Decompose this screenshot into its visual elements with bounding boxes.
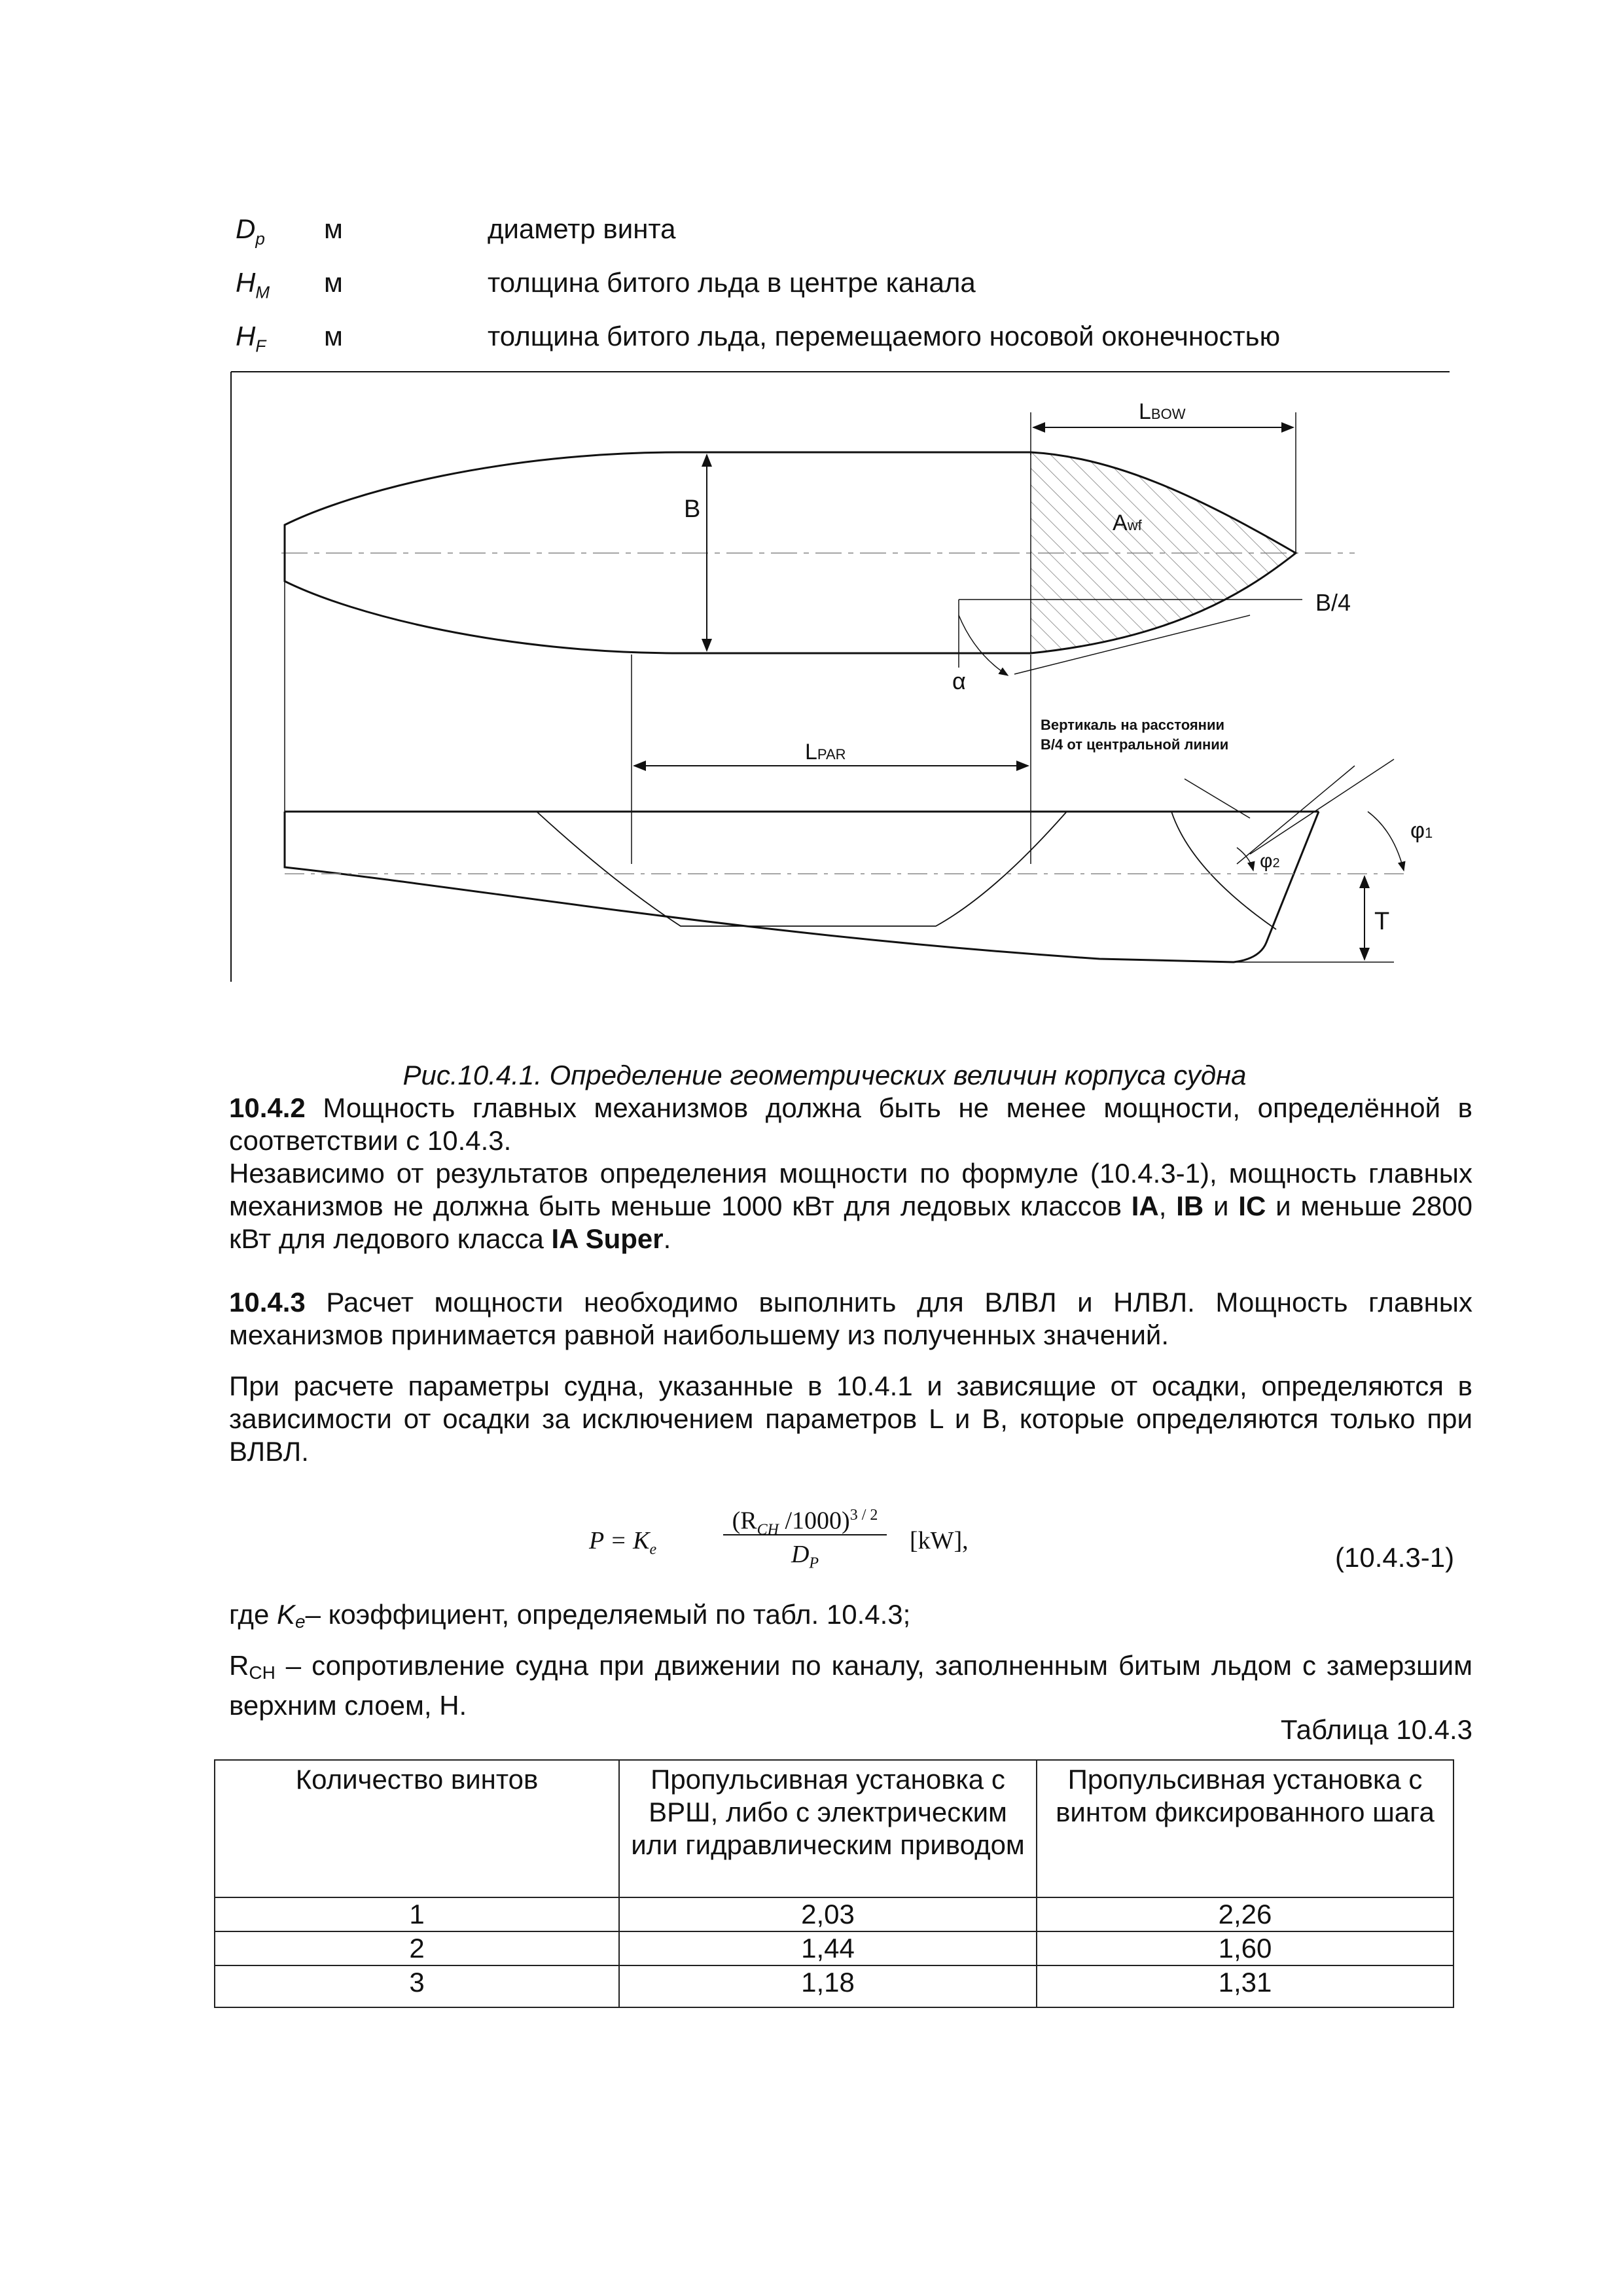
definition-row [236,213,1479,266]
table-header-cell: Количество винтов [215,1760,619,1897]
table-cell: 2 [215,1931,619,1965]
table-title: Таблица 10.4.3 [1280,1714,1472,1745]
power-formula [589,1499,1047,1590]
phi2-arc [1237,848,1253,870]
table-header-cell: Пропульсивная установка с ВРШ, либо с электрическим или гидравлическим приводом [619,1760,1037,1897]
table-row [215,1965,1454,2007]
definition-unit: м [324,267,343,298]
formula-numerator: ($R_{CH}$ /1000)$^{3 / 2}$ [732,1507,878,1539]
lpar-label: LPAR [805,740,846,764]
definition-unit: м [324,321,343,351]
alpha-arc [959,615,1008,675]
quarter-beam-label: B/4 [1315,589,1351,616]
phi2-line [1250,759,1394,854]
paragraph-draught-parameters: При расчете параметры судна, указанные в 10.4.1 и зависящие от осадки, определяются в зависимости от осадки за исключением параметров L и B, которые определяются только при ВЛВЛ. [229,1371,1472,1467]
formula-lhs: $P = K_e$ [589,1527,657,1558]
clause-number: 10.4.2 [229,1092,306,1123]
table-cell: 1 [215,1897,619,1931]
lbow-label: LBOW [1139,399,1186,424]
section-contour [537,812,1067,926]
table-cell: 1,44 [619,1931,1037,1965]
table-header-cell: Пропульсивная установка с винтом фиксированного шага [1037,1760,1454,1897]
definition-symbol: $H_F$ [236,321,266,356]
hull-drawing [229,367,1472,995]
definition-symbol: $H_M$ [236,267,270,302]
definition-row [236,266,1479,320]
clause-number: 10.4.3 [229,1287,306,1318]
phi1-line [1237,766,1355,864]
symbol-definitions [236,213,1479,374]
bow-area-hatch [1031,452,1296,653]
figure-caption: Рис.10.4.1. Определение геометрических величин корпуса судна [402,1060,1247,1090]
beam-label: B [684,495,701,523]
waterplane-area-label: Awf [1113,511,1142,535]
paragraph-where-ke: где $K_e-$ коэффициент, определяемый по табл. 10.4.3; [229,1599,911,1632]
phi1-label: φ1 [1410,818,1433,843]
table-cell: 1,31 [1037,1965,1454,2007]
table-header-row [215,1760,1454,1897]
formula-denominator: $D_P$ [791,1541,819,1572]
table-cell: 2,26 [1037,1897,1454,1931]
paragraph-min-power: Независимо от результатов определения мощности по формуле (10.4.3-1), мощность главных механизмов не должна быть меньше 1000 кВт для ледовых классов IA, IB и IC и меньше 2800 кВт для ледового класса IA Super. [229,1158,1472,1254]
paragraph-10-4-3: 10.4.3 Расчет мощности необходимо выполнить для ВЛВЛ и НЛВЛ. Мощность главных механизмов принимается равной наибольшему из полученных значений. [229,1287,1472,1350]
definition-text: диаметр винта [488,213,676,244]
draught-label: T [1374,908,1390,935]
formula-unit: [kW], [910,1527,969,1554]
phi2-label: φ2 [1260,850,1280,872]
paragraph-10-4-2: 10.4.2 Мощность главных механизмов должна быть не менее мощности, определённой в соответствии с 10.4.3. [229,1092,1472,1156]
definition-row [236,320,1479,374]
table-row [215,1897,1454,1931]
vertical-note-line1: Вертикаль на расстоянии [1041,717,1225,733]
definition-text: толщина битого льда, перемещаемого носовой оконечностью [488,321,1281,351]
paragraph-rch: $R_{CH}$ – сопротивление судна при движении по каналу, заполненным битым льдом с замерзшим верхним слоем, Н. [229,1650,1472,1721]
vertical-note-line2: B/4 от центральной линии [1041,736,1229,753]
table-cell: 1,18 [619,1965,1037,2007]
profile-hull-outline [285,812,1319,962]
definition-symbol: $D_p$ [236,213,265,249]
definition-unit: м [324,213,343,244]
table-cell: 1,60 [1037,1931,1454,1965]
phi1-arc [1368,812,1404,870]
definition-text: толщина битого льда в центре канала [488,267,976,298]
coefficient-table [214,1759,1454,2008]
formula-fraction [723,1499,887,1571]
table-cell: 3 [215,1965,619,2007]
hull-geometry-figure [229,367,1472,995]
alpha-label: α [952,668,966,694]
table-cell: 2,03 [619,1897,1037,1931]
table-row [215,1931,1454,1965]
equation-number: (10.4.3-1) [1335,1542,1455,1573]
